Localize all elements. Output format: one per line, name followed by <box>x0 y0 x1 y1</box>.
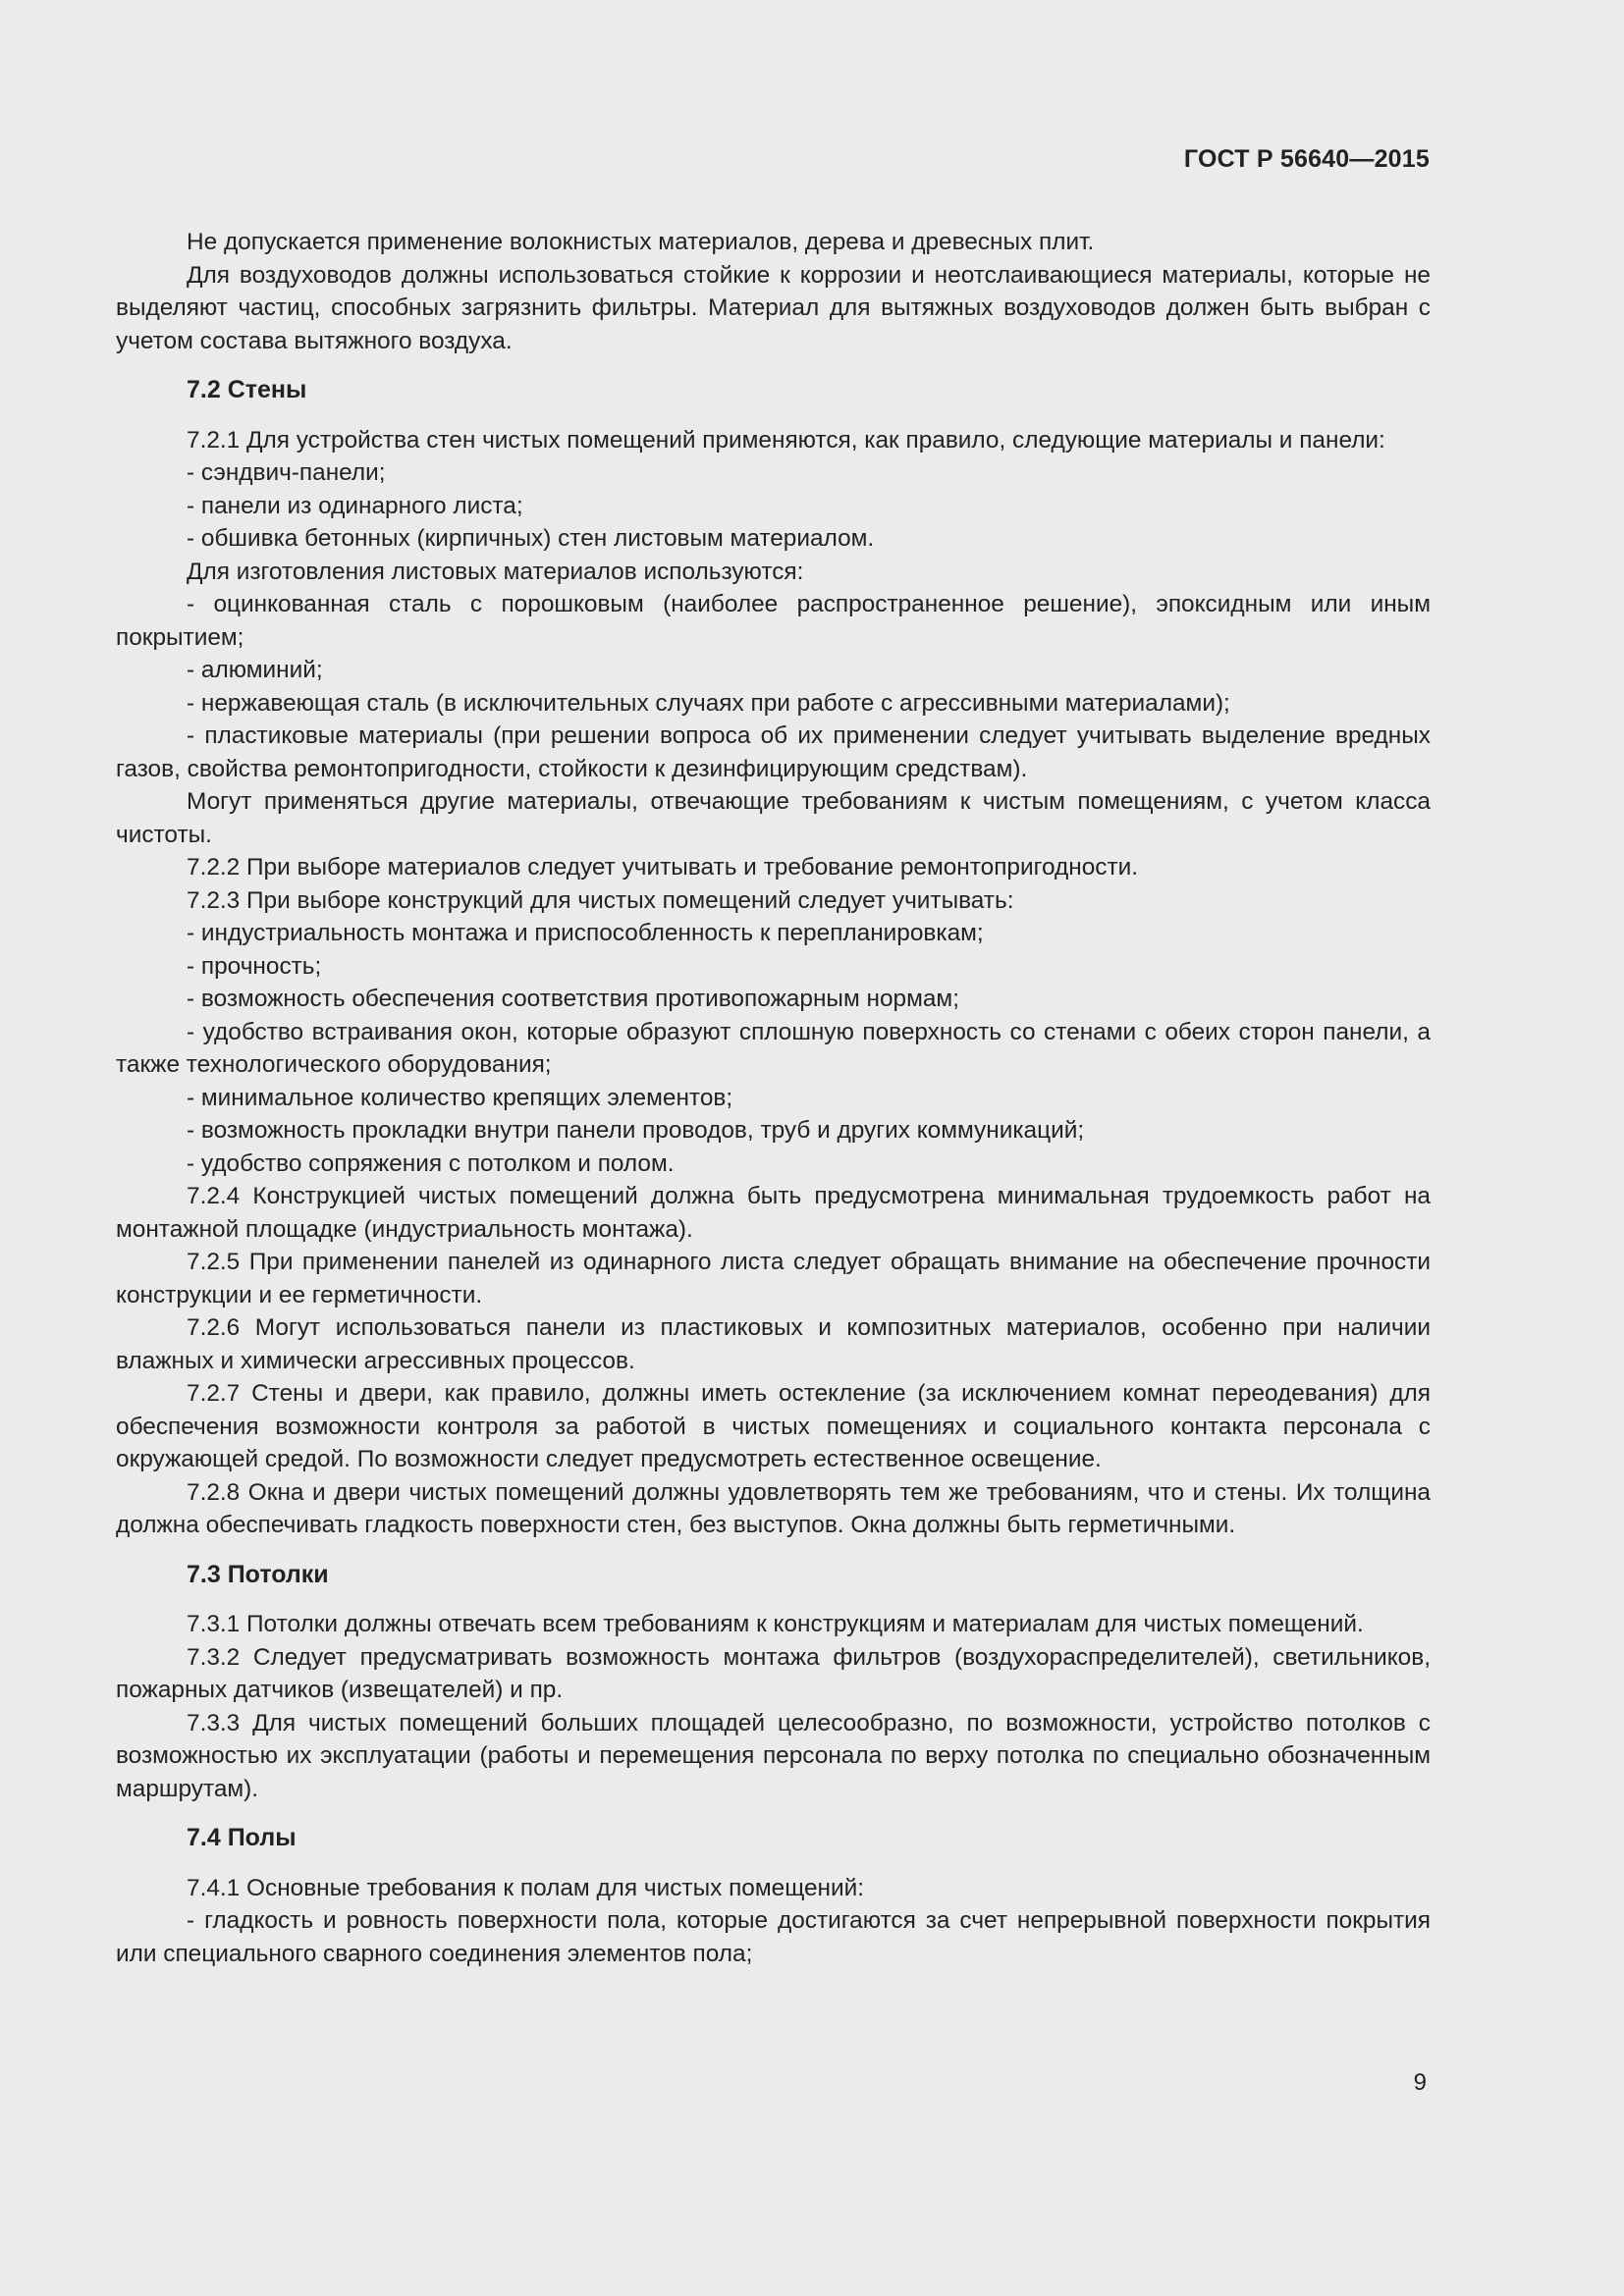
list-item: - гладкость и ровность поверхности пола, которые достигаются за счет непрерывной поверхности покрытия или специального сварного соединения элементов пола; <box>116 1907 1431 1967</box>
page-body <box>116 226 1431 1970</box>
clause-7-2-2: 7.2.2 При выборе материалов следует учитывать и требование ремонтопригодности. <box>187 854 1139 881</box>
list-item: - нержавеющая сталь (в исключительных случаях при работе с агрессивными материалами); <box>187 689 1230 717</box>
list-item: - удобство сопряжения с потолком и полом. <box>187 1149 675 1177</box>
clause-7-4-1: 7.4.1 Основные требования к полам для чистых помещений: <box>187 1874 865 1901</box>
document-header: ГОСТ Р 56640—2015 <box>1183 145 1430 173</box>
list-item: - минимальное количество крепящих элементов; <box>187 1084 733 1111</box>
section-heading-7-2: 7.2 Стены <box>187 376 307 403</box>
list-item: - индустриальность монтажа и приспособленность к перепланировкам; <box>187 920 984 946</box>
clause-7-2-8: 7.2.8 Окна и двери чистых помещений должны удовлетворять тем же требованиям, что и стены. Их толщина должна обеспечивать гладкость поверхности стен, без выступов. Окна должны быть герметичными. <box>116 1478 1431 1538</box>
section-heading-7-4: 7.4 Полы <box>187 1824 297 1851</box>
section-heading-7-3: 7.3 Потолки <box>187 1560 329 1588</box>
clause-7-2-7: 7.2.7 Стены и двери, как правило, должны иметь остекление (за исключением комнат переодевания) для обеспечения возможности контроля за работой в чистых помещениях и социального контакта персонала с окружающей средой. По возможности следует предусмотреть естественное освещение. <box>116 1380 1431 1472</box>
list-item: - возможность обеспечения соответствия противопожарным нормам; <box>187 986 959 1012</box>
paragraph: Для воздуховодов должны использоваться стойкие к коррозии и неотслаивающиеся материалы, которые не выделяют частиц, способных загрязнить фильтры. Материал для вытяжных воздуховодов должен быть выбран с учетом состава вытяжного воздуха. <box>116 261 1431 354</box>
clause-7-3-3: 7.3.3 Для чистых помещений больших площадей целесообразно, по возможности, устройство потолков с возможностью их эксплуатации (работы и перемещения персонала по верху потолка по специально обозначенным маршрутам). <box>116 1709 1431 1802</box>
clause-7-2-3: 7.2.3 При выборе конструкций для чистых помещений следует учитывать: <box>187 886 1014 914</box>
clause-7-2-6: 7.2.6 Могут использоваться панели из пластиковых и композитных материалов, особенно при наличии влажных и химически агрессивных процессов. <box>116 1314 1431 1374</box>
page-number: 9 <box>1413 2069 1427 2096</box>
list-item: - оцинкованная сталь с порошковым (наиболее распространенное решение), эпоксидным или иным покрытием; <box>116 591 1431 651</box>
list-item: - пластиковые материалы (при решении вопроса об их применении следует учитывать выделение вредных газов, свойства ремонтопригодности, стойкости к дезинфицирующим средствам). <box>116 722 1431 782</box>
clause-7-2-5: 7.2.5 При применении панелей из одинарного листа следует обращать внимание на обеспечение прочности конструкции и ее герметичности. <box>116 1249 1431 1308</box>
paragraph: Могут применяться другие материалы, отвечающие требованиям к чистым помещениям, с учетом класса чистоты. <box>116 788 1431 848</box>
list-item: - возможность прокладки внутри панели проводов, труб и других коммуникаций; <box>187 1117 1085 1144</box>
clause-7-2-1: 7.2.1 Для устройства стен чистых помещений применяются, как правило, следующие материалы и панели: <box>187 426 1385 454</box>
list-item: - панели из одинарного листа; <box>187 492 523 519</box>
clause-7-2-4: 7.2.4 Конструкцией чистых помещений должна быть предусмотрена минимальная трудоемкость работ на монтажной площадке (индустриальность монтажа). <box>116 1183 1431 1243</box>
clause-7-3-2: 7.3.2 Следует предусматривать возможность монтажа фильтров (воздухораспределителей), светильников, пожарных датчиков (извещателей) и пр. <box>116 1643 1431 1703</box>
list-item: - обшивка бетонных (кирпичных) стен листовым материалом. <box>187 525 875 552</box>
list-item: - сэндвич-панели; <box>187 459 386 486</box>
list-item: - алюминий; <box>187 657 323 683</box>
paragraph: Не допускается применение волокнистых материалов, дерева и древесных плит. <box>187 229 1095 255</box>
list-item: - удобство встраивания окон, которые образуют сплошную поверхность со стенами с обеих сторон панели, а также технологического оборудования; <box>116 1018 1431 1078</box>
paragraph: Для изготовления листовых материалов используются: <box>187 558 804 585</box>
clause-7-3-1: 7.3.1 Потолки должны отвечать всем требованиям к конструкциям и материалам для чистых помещений. <box>187 1611 1364 1637</box>
list-item: - прочность; <box>187 952 322 980</box>
